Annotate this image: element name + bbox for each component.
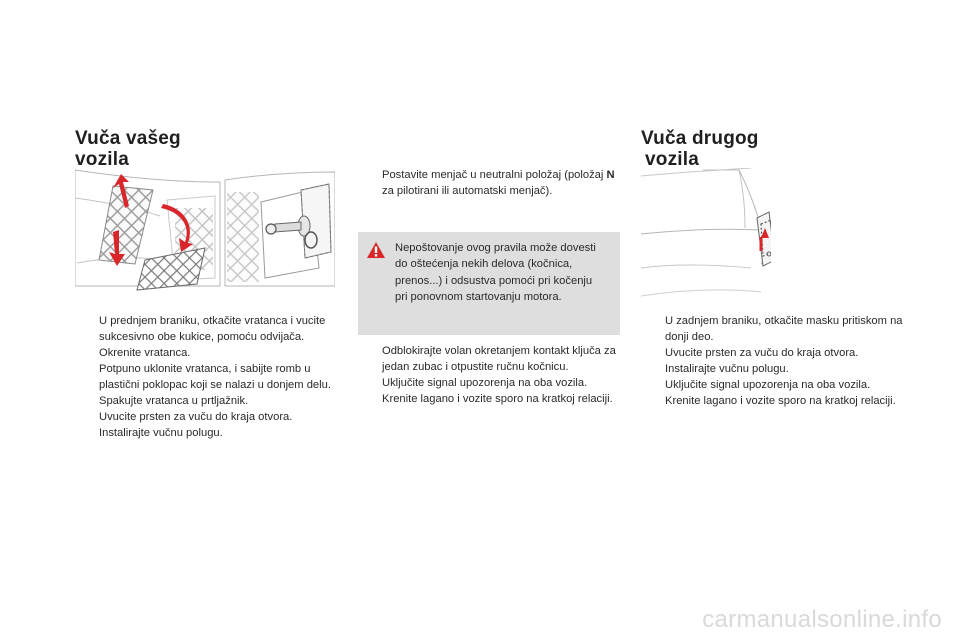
list-item: Instalirajte vučnu polugu. — [99, 427, 223, 439]
list-item: Krenite lagano i vozite sporo na kratkoj relaciji. — [382, 393, 613, 405]
list-item: Uključite signal upozorenja na oba vozila. — [665, 379, 871, 391]
middle-top-list — [358, 167, 620, 199]
list-item: Spakujte vratanca u prtljažnik. — [99, 395, 249, 407]
list-item: Potpuno uklonite vratanca, i sabijte romb u plastični poklopac koji se nalazi u donjem delu. — [99, 363, 331, 391]
list-item: U prednjem braniku, otkačite vratanca i vucite sukcesivno obe kukice, pomoću odvijača. — [99, 315, 326, 343]
list-item: Okrenite vratanca. — [99, 347, 191, 359]
front-bumper-illustration — [75, 168, 335, 292]
list-item: Krenite lagano i vozite sporo na kratkoj relaciji. — [665, 395, 896, 407]
right-title — [641, 128, 759, 170]
left-title — [75, 128, 181, 170]
list-item: Odblokirajte volan okretanjem kontakt ključa za jedan zubac i otpustite ručnu kočnicu. — [382, 345, 616, 373]
right-title-line-1: Vuča drugog — [641, 128, 759, 149]
left-title-line-1: Vuča vašeg — [75, 128, 181, 149]
gear-position-n: N — [606, 169, 615, 181]
warning-exclamation-icon — [366, 241, 386, 264]
right-title-line-2: vozila — [645, 149, 699, 170]
list-item: Uvucite prsten za vuču do kraja otvora. — [665, 347, 859, 359]
list-item: Instalirajte vučnu polugu. — [665, 363, 789, 375]
middle-bottom-list — [358, 343, 620, 407]
rear-bumper-illustration — [641, 168, 771, 302]
warning-box — [358, 232, 620, 335]
left-instruction-list — [75, 313, 340, 441]
watermark: carmanualsonline.info — [702, 606, 942, 633]
list-item: Uvucite prsten za vuču do kraja otvora. — [99, 411, 293, 423]
warning-text: Nepoštovanje ovog pravila može dovesti do oštećenja nekih delova (kočnica, prenos...) i odsustva pomoći pri kočenju pri ponovnom startovanju motora. — [395, 242, 596, 303]
right-instruction-list — [641, 313, 906, 409]
list-item: Uključite signal upozorenja na oba vozila. — [382, 377, 588, 389]
left-title-line-2: vozila — [75, 149, 129, 170]
list-item: Postavite menjač u neutralni položaj (položaj N za pilotirani ili automatski menjač). — [382, 169, 615, 197]
list-item: U zadnjem braniku, otkačite masku pritiskom na donji deo. — [665, 315, 903, 343]
